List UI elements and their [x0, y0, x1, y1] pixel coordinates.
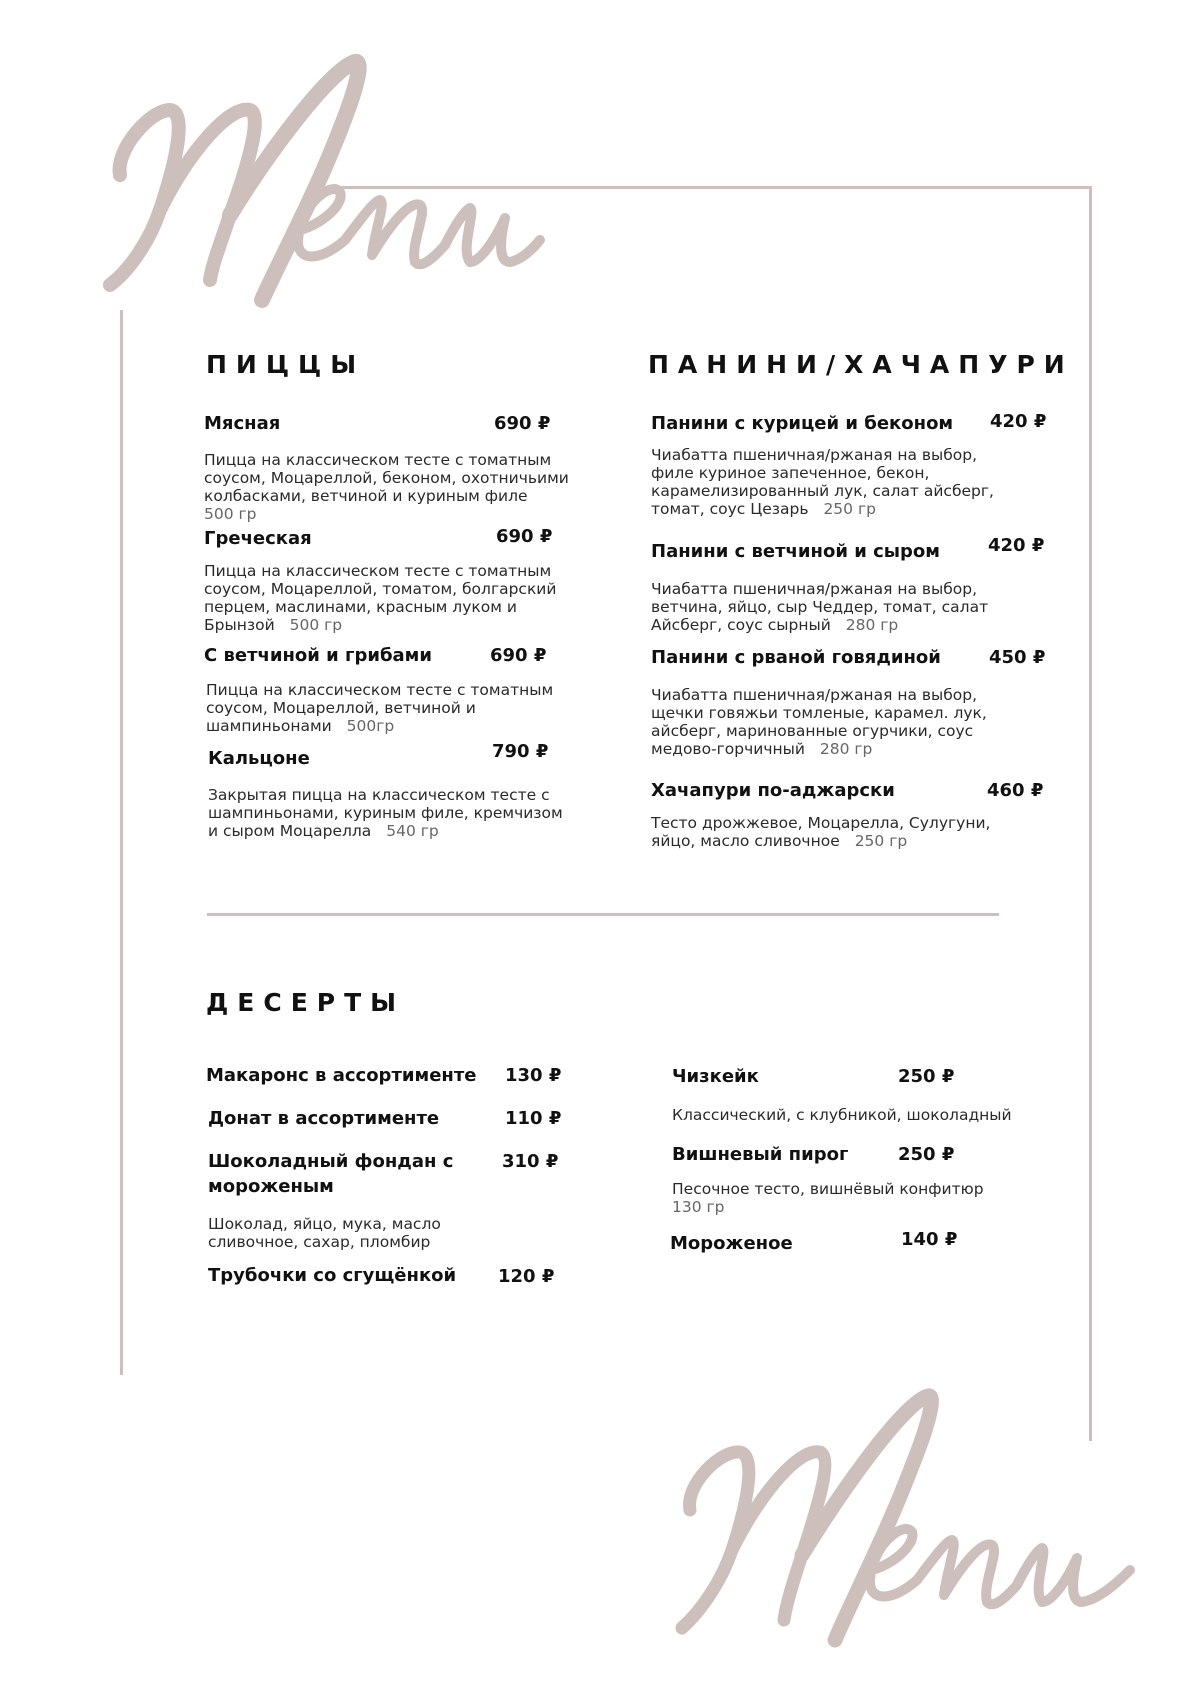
item-weight: 280 гр	[845, 616, 899, 634]
item-price: 250 ₽	[898, 1066, 955, 1087]
item-price: 110 ₽	[505, 1108, 562, 1129]
menu-script-logo-bottom	[640, 1380, 1200, 1697]
item-price: 450 ₽	[989, 647, 1046, 668]
item-description	[208, 786, 568, 840]
item-weight: 500гр	[346, 717, 395, 735]
item-desc-text: Пицца на классическом тесте с томатным соусом, Моцареллой, беконом, охотничьими колбасками, ветчиной и куриным филе	[204, 451, 569, 505]
item-description	[204, 562, 574, 634]
item-desc-text: Чиабатта пшеничная/ржаная на выбор, филе куриное запеченное, бекон, карамелизированный лук, салат айсберг, томат, соус Цезарь	[651, 446, 994, 518]
item-description	[672, 1180, 1032, 1216]
item-name: Кальцоне	[208, 748, 310, 769]
frame-left-line	[120, 310, 123, 1375]
item-desc-text: Песочное тесто, вишнёвый конфитюр	[672, 1180, 984, 1198]
item-weight: 130 гр	[672, 1198, 725, 1216]
item-price: 690 ₽	[490, 645, 547, 666]
item-name: Панини с курицей и беконом	[651, 413, 954, 434]
section-divider	[207, 913, 999, 916]
item-price: 250 ₽	[898, 1144, 955, 1165]
item-name: Чизкейк	[672, 1066, 759, 1087]
item-price: 690 ₽	[494, 413, 551, 434]
item-desc-text: Пицца на классическом тесте с томатным соусом, Моцареллой, ветчиной и шампиньонами	[206, 681, 554, 735]
item-price: 310 ₽	[502, 1151, 559, 1172]
item-description: Шоколад, яйцо, мука, масло сливочное, сахар, пломбир	[208, 1215, 441, 1251]
item-desc-text: Чиабатта пшеничная/ржаная на выбор, ветчина, яйцо, сыр Чеддер, томат, салат Айсберг, соус сырный	[651, 580, 989, 634]
item-desc-text: Тесто дрожжевое, Моцарелла, Сулугуни, яйцо, масло сливочное	[651, 814, 991, 850]
item-description	[651, 580, 1001, 634]
item-weight: 250 гр	[823, 500, 876, 518]
item-description	[204, 451, 594, 523]
menu-script-logo-top	[0, 0, 620, 340]
item-price: 140 ₽	[901, 1229, 958, 1250]
item-desc-text: Закрытая пицца на классическом тесте с шампиньонами, куриным филе, кремчизом и сыром Моцарелла	[208, 786, 563, 840]
item-weight: 500 гр	[204, 505, 257, 523]
item-name: Панини с рваной говядиной	[651, 647, 941, 668]
item-name: Вишневый пирог	[672, 1144, 849, 1165]
item-price: 790 ₽	[492, 741, 549, 762]
section-title-panini: ПАНИНИ/ХАЧАПУРИ	[648, 350, 1074, 379]
item-price: 420 ₽	[990, 411, 1047, 432]
frame-right-line	[1089, 186, 1092, 1441]
item-name: С ветчиной и грибами	[204, 645, 432, 666]
item-price: 690 ₽	[496, 526, 553, 547]
item-description	[651, 814, 1001, 850]
item-name: Греческая	[204, 528, 312, 549]
item-name: Мясная	[204, 413, 281, 434]
item-name: Шоколадный фондан с мороженым	[208, 1151, 454, 1197]
item-description	[206, 681, 566, 735]
item-description: Классический, с клубникой, шоколадный	[672, 1106, 1012, 1124]
item-price: 420 ₽	[988, 535, 1045, 556]
item-desc-text: Пицца на классическом тесте с томатным соусом, Моцареллой, томатом, болгарский перцем, маслинами, красным луком и Брынзой	[204, 562, 557, 634]
item-name: Хачапури по-аджарски	[651, 780, 895, 801]
item-weight: 500 гр	[289, 616, 343, 634]
item-name: Макаронс в ассортименте	[206, 1065, 477, 1086]
item-description	[651, 446, 1001, 518]
item-description	[651, 686, 1001, 758]
item-desc-text: Чиабатта пшеничная/ржаная на выбор, щечки говяжьи томленые, карамел. лук, айсберг, маринованные огурчики, соус медово-горчичный	[651, 686, 987, 758]
section-title-pizza: ПИЦЦЫ	[206, 350, 366, 379]
item-price: 460 ₽	[987, 780, 1044, 801]
item-name: Панини с ветчиной и сыром	[651, 541, 940, 562]
item-name: Трубочки со сгущёнкой	[208, 1265, 457, 1286]
item-weight: 540 гр	[386, 822, 439, 840]
section-title-desserts: ДЕСЕРТЫ	[206, 988, 406, 1017]
item-name: Мороженое	[670, 1233, 793, 1254]
item-price: 120 ₽	[498, 1266, 555, 1287]
item-weight: 250 гр	[854, 832, 908, 850]
item-name: Донат в ассортименте	[208, 1108, 440, 1129]
item-weight: 280 гр	[819, 740, 873, 758]
item-price: 130 ₽	[505, 1065, 562, 1086]
